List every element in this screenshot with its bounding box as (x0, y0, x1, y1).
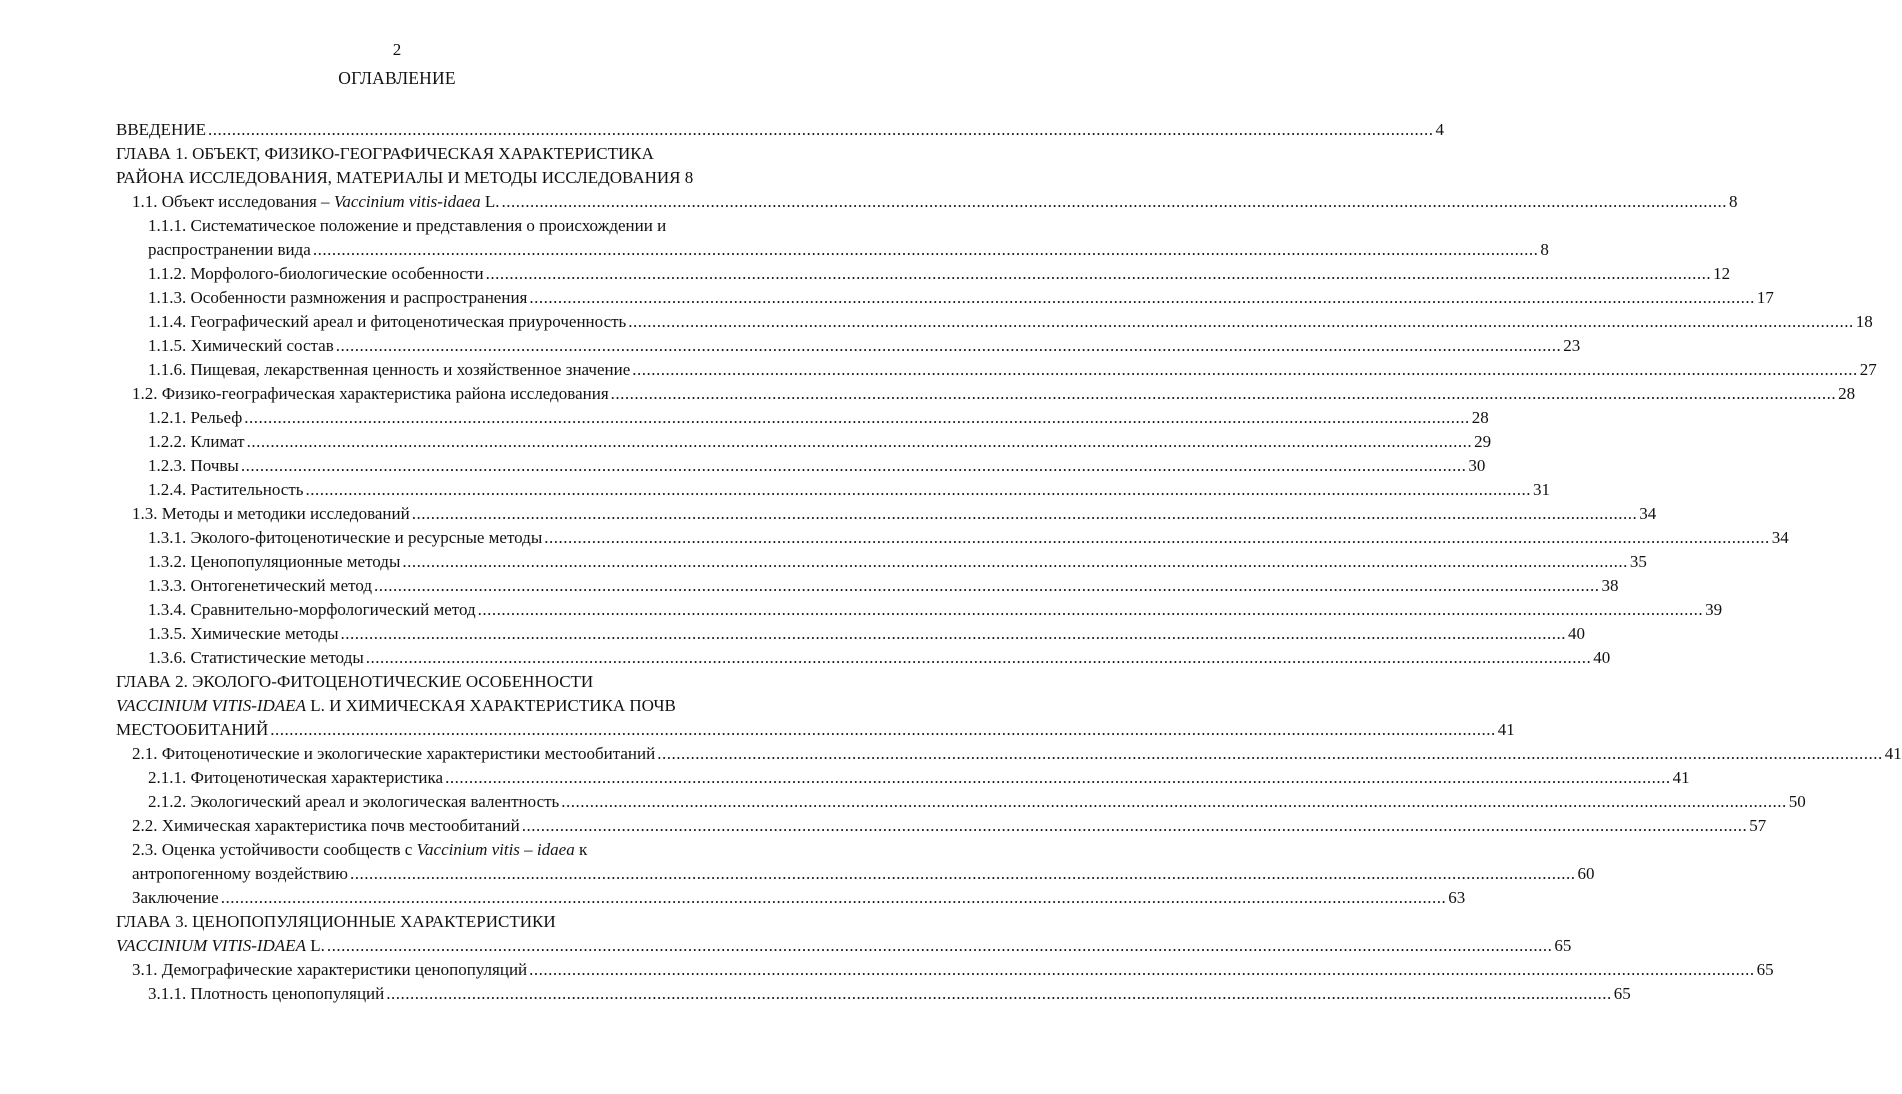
leader-dots (544, 526, 1770, 550)
toc-page-number: 41 (1672, 768, 1690, 787)
toc-entry-text: РАЙОНА ИССЛЕДОВАНИЯ, МАТЕРИАЛЫ И МЕТОДЫ ИССЛЕДОВАНИЯ (116, 168, 681, 187)
toc-entry-text: 3.1.1. Плотность ценопопуляций (148, 984, 385, 1003)
toc-entry-text: 1.2.1. Рельеф (148, 408, 243, 427)
toc-page-number: 12 (1713, 264, 1731, 283)
leader-dots (561, 790, 1787, 814)
toc-entry-1-3-2[interactable] (116, 550, 1647, 574)
leader-dots (350, 862, 1576, 886)
toc-page-number: 18 (1855, 312, 1873, 331)
toc-entry-1-2-2[interactable] (116, 430, 1492, 454)
toc-entry-text: 1.3.3. Онтогенетический метод (148, 576, 372, 595)
toc-entry-text: Заключение (132, 888, 219, 907)
leader-dots (241, 454, 1467, 478)
toc-chapter-3[interactable] (116, 934, 1572, 958)
toc-entry-text: 1.3.4. Сравнительно-морфологический метод (148, 600, 476, 619)
toc-entry-text: 2.1. Фитоценотические и экологические характеристики местообитаний (132, 744, 656, 763)
toc-entry-text: 1.1.6. Пищевая, лекарственная ценность и хозяйственное значение (148, 360, 631, 379)
leader-dots (529, 958, 1755, 982)
toc-chapter-1-line1[interactable]: ГЛАВА 1. ОБЪЕКТ, ФИЗИКО-ГЕОГРАФИЧЕСКАЯ ХАРАКТЕРИСТИКА (116, 144, 654, 163)
toc-page-number: 31 (1533, 480, 1551, 499)
leader-dots (445, 766, 1671, 790)
toc-entry-3-1-1[interactable] (116, 982, 1631, 1006)
toc-entry-1-3-4[interactable] (116, 598, 1723, 622)
toc-page-number: 60 (1577, 864, 1595, 883)
leader-dots (412, 502, 1638, 526)
toc-page-number: 8 (1540, 240, 1549, 259)
leader-dots (502, 190, 1728, 214)
toc-entry-text: 1.3.6. Статистические методы (148, 648, 364, 667)
toc-entry-1-1-4[interactable] (116, 310, 1873, 334)
toc-entry-text: МЕСТООБИТАНИЙ (116, 720, 269, 739)
page-title: ОГЛАВЛЕНИЕ (338, 68, 456, 88)
toc-entry-text: 1.1.5. Химический состав (148, 336, 334, 355)
leader-dots (486, 262, 1712, 286)
toc-page-number: 29 (1474, 432, 1492, 451)
toc-entry-intro[interactable] (116, 118, 1444, 142)
toc-entry-2-3[interactable] (116, 862, 1595, 886)
toc-page-number: 27 (1859, 360, 1877, 379)
toc-chapter-1[interactable] (116, 166, 764, 190)
toc-entry-text: 2.1.2. Экологический ареал и экологическая валентность (148, 792, 560, 811)
toc-entry-text: 1.1.2. Морфолого-биологические особенности (148, 264, 484, 283)
toc-entry-2-1-2[interactable] (116, 790, 1806, 814)
toc-entry-1-1[interactable] (116, 190, 1738, 214)
leader-dots (313, 238, 1539, 262)
toc-page-number: 57 (1749, 816, 1767, 835)
toc-entry-1-2-4[interactable] (116, 478, 1551, 502)
toc-entry-text: 1.3. Методы и методики исследований (132, 504, 410, 523)
toc-entry-1-1-6[interactable] (116, 358, 1877, 382)
toc-page-number: 40 (1593, 648, 1611, 667)
toc-entry-1-1-1[interactable] (116, 238, 1549, 262)
toc-entry-text: 1.1. Объект исследования – Vaccinium vitis-idaea L. (132, 192, 500, 211)
leader-dots (247, 430, 1473, 454)
toc-entry-1-3-6[interactable] (116, 646, 1611, 670)
toc-entry-text: 3.1. Демографические характеристики ценопопуляций (132, 960, 528, 979)
toc-entry-1-2-3[interactable] (116, 454, 1486, 478)
leader-dots (628, 310, 1854, 334)
toc-page-number: 40 (1568, 624, 1586, 643)
leader-dots (374, 574, 1600, 598)
toc-entry-conclusion[interactable] (116, 886, 1466, 910)
leader-dots (208, 118, 1434, 142)
toc-page-number: 30 (1468, 456, 1486, 475)
toc-page-number: 63 (1448, 888, 1466, 907)
toc-entry-1-2-1[interactable] (116, 406, 1489, 430)
leader-dots (366, 646, 1592, 670)
leader-dots (221, 886, 1447, 910)
toc-entry-1-3-3[interactable] (116, 574, 1619, 598)
leader-dots (244, 406, 1470, 430)
leader-dots (327, 934, 1553, 958)
toc-page-number: 34 (1771, 528, 1789, 547)
toc-entry-text: 1.2. Физико-географическая характеристика района исследования (132, 384, 609, 403)
toc-entry-text: ВВЕДЕНИЕ (116, 120, 206, 139)
toc-page-number: 65 (1756, 960, 1774, 979)
page-number: 2 (392, 40, 402, 59)
leader-dots (336, 334, 1562, 358)
toc-page-number: 4 (1435, 120, 1444, 139)
toc-page-number: 65 (1613, 984, 1631, 1003)
toc-entry-1-1-1-line1[interactable]: 1.1.1. Систематическое положение и представления о происхождении и (148, 216, 667, 235)
leader-dots (529, 286, 1755, 310)
leader-dots (632, 358, 1858, 382)
toc-chapter-2[interactable] (116, 718, 1515, 742)
toc-page-number: 34 (1639, 504, 1657, 523)
toc-entry-text: 1.3.1. Эколого-фитоценотические и ресурсные методы (148, 528, 543, 547)
toc-entry-text: 2.1.1. Фитоценотическая характеристика (148, 768, 444, 787)
table-of-contents (116, 118, 1902, 1006)
toc-page-number: 50 (1788, 792, 1806, 811)
leader-dots (386, 982, 1612, 1006)
toc-page-number: 17 (1756, 288, 1774, 307)
toc-page-number: 65 (1554, 936, 1572, 955)
toc-entry-text: 1.1.3. Особенности размножения и распространения (148, 288, 528, 307)
toc-chapter-2-line2[interactable]: VACCINIUM VITIS-IDAEA L. И ХИМИЧЕСКАЯ ХАРАКТЕРИСТИКА ПОЧВ (116, 696, 676, 715)
leader-dots (657, 742, 1883, 766)
toc-entry-1-3-1[interactable] (116, 526, 1789, 550)
toc-entry-2-1-1[interactable] (116, 766, 1690, 790)
leader-dots (341, 622, 1567, 646)
leader-dots (306, 478, 1532, 502)
toc-entry-2-3-line1[interactable]: 2.3. Оценка устойчивости сообществ с Vaccinium vitis – idaea к (132, 840, 588, 859)
leader-dots (522, 814, 1748, 838)
leader-dots (611, 382, 1837, 406)
toc-page-number: 8 (684, 168, 694, 187)
toc-chapter-2-line1[interactable]: ГЛАВА 2. ЭКОЛОГО-ФИТОЦЕНОТИЧЕСКИЕ ОСОБЕННОСТИ (116, 672, 594, 691)
toc-page-number: 23 (1563, 336, 1581, 355)
toc-entry-text: распространении вида (148, 240, 311, 259)
toc-entry-text: 1.2.2. Климат (148, 432, 245, 451)
toc-entry-text: антропогенному воздействию (132, 864, 348, 883)
toc-page-number: 28 (1471, 408, 1489, 427)
toc-entry-2-1[interactable] (116, 742, 1902, 766)
toc-entry-text: 1.1.4. Географический ареал и фитоценотическая приуроченность (148, 312, 627, 331)
toc-page-number: 38 (1601, 576, 1619, 595)
toc-entry-1-1-5[interactable] (116, 334, 1581, 358)
toc-page-number: 41 (1497, 720, 1515, 739)
toc-entry-text: VACCINIUM VITIS-IDAEA L. (116, 936, 325, 955)
toc-page-number: 8 (1729, 192, 1738, 211)
toc-page-number: 35 (1629, 552, 1647, 571)
toc-entry-2-2[interactable] (116, 814, 1767, 838)
toc-page-number: 39 (1705, 600, 1723, 619)
toc-entry-text: 1.3.2. Ценопопуляционные методы (148, 552, 401, 571)
leader-dots (270, 718, 1496, 742)
toc-entry-1-3-5[interactable] (116, 622, 1586, 646)
toc-entry-1-3[interactable] (116, 502, 1657, 526)
toc-entry-text: 2.2. Химическая характеристика почв местообитаний (132, 816, 520, 835)
toc-page-number: 28 (1838, 384, 1856, 403)
toc-chapter-3-line1[interactable]: ГЛАВА 3. ЦЕНОПОПУЛЯЦИОННЫЕ ХАРАКТЕРИСТИКИ (116, 912, 556, 931)
toc-entry-text: 1.2.3. Почвы (148, 456, 239, 475)
toc-entry-text: 1.2.4. Растительность (148, 480, 304, 499)
toc-entry-3-1[interactable] (116, 958, 1774, 982)
toc-page-number: 41 (1884, 744, 1902, 763)
toc-entry-1-1-2[interactable] (116, 262, 1731, 286)
leader-dots (478, 598, 1704, 622)
toc-entry-text: 1.3.5. Химические методы (148, 624, 339, 643)
toc-entry-1-2[interactable] (116, 382, 1856, 406)
leader-dots (402, 550, 1628, 574)
toc-entry-1-1-3[interactable] (116, 286, 1774, 310)
